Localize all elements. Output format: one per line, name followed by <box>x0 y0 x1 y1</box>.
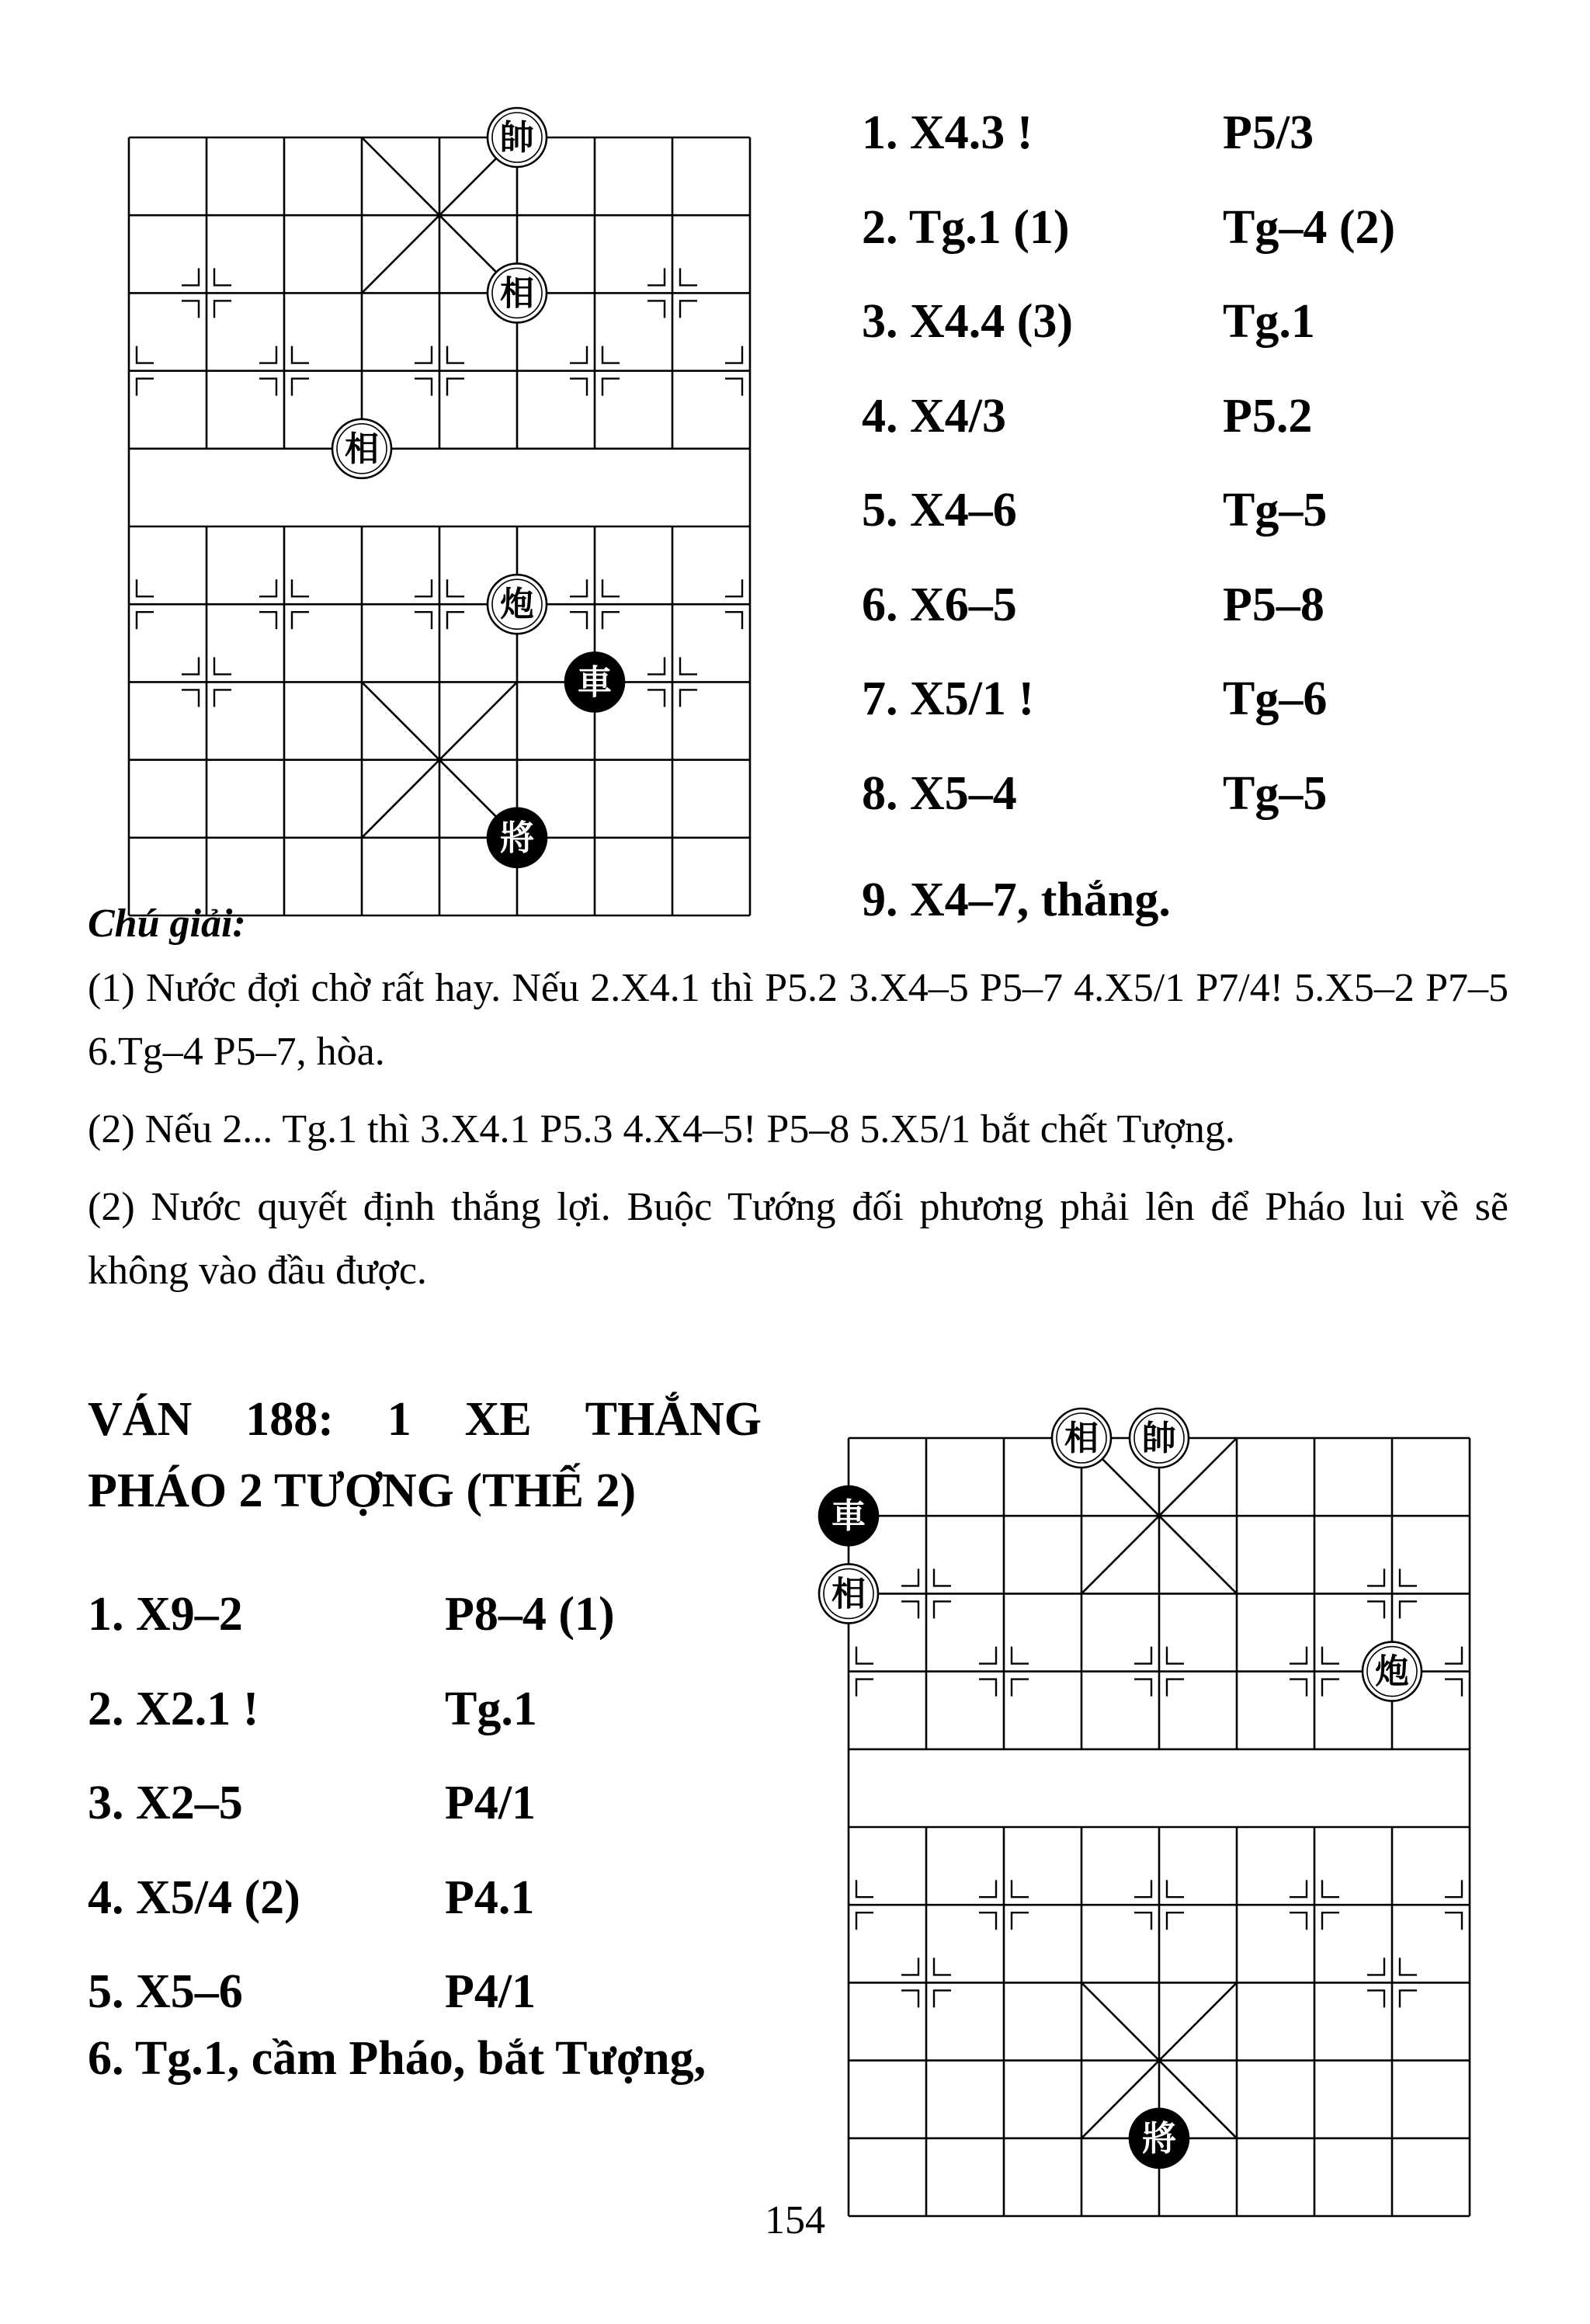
moves2-move-2-white: 2. X2.1 ! <box>88 1682 259 1735</box>
moves1-move-1-white: 1. X4.3 ! <box>862 106 1033 159</box>
position-marker <box>856 1647 873 1664</box>
final-move-1: 9. X4–7, thắng. <box>862 874 1171 926</box>
position-marker <box>1134 1680 1151 1697</box>
position-marker <box>1012 1680 1029 1697</box>
position-marker <box>979 1912 996 1930</box>
piece-glyph: 帥 <box>500 118 534 158</box>
title-word: 1 <box>387 1393 411 1446</box>
position-marker <box>1367 1958 1384 1975</box>
position-marker <box>1445 1647 1462 1664</box>
piece-glyph: 相 <box>1064 1419 1099 1458</box>
piece-glyph: 相 <box>831 1574 866 1614</box>
position-marker <box>979 1680 996 1697</box>
moves1-move-6-white: 6. X6–5 <box>862 578 1017 631</box>
title-word: 188: <box>245 1393 334 1446</box>
piece-red <box>1363 1642 1422 1701</box>
position-marker <box>1367 1601 1384 1618</box>
piece-glyph: 炮 <box>500 585 534 625</box>
piece-black <box>1130 2109 1189 2168</box>
note-2: (2) Nếu 2... Tg.1 thì 3.X4.1 P5.3 4.X4–5! P5–8 5.X5/1 bắt chết Tượng. <box>88 1107 1235 1152</box>
position-marker <box>1322 1912 1339 1930</box>
moves1-move-1-black: P5/3 <box>1223 106 1314 159</box>
position-marker <box>1167 1680 1184 1697</box>
position-marker <box>1445 1880 1462 1897</box>
position-marker <box>901 1601 918 1618</box>
moves1-move-3-black: Tg.1 <box>1223 295 1315 348</box>
piece-red <box>819 1564 878 1623</box>
moves2-move-4-black: P4.1 <box>445 1871 535 1924</box>
moves2-move-1-black: P8–4 (1) <box>445 1588 615 1641</box>
note-1: (1) Nước đợi chờ rất hay. Nếu 2.X4.1 thì P5.2 3.X4–5 P5–7 4.X5/1 P7/4! 5.X5–2 P7–5 6.Tg–4 P5–7, hòa. <box>88 966 1508 1074</box>
position-marker <box>856 1680 873 1697</box>
position-marker <box>1400 1958 1417 1975</box>
piece-glyph: 將 <box>500 818 534 858</box>
position-marker <box>1400 1990 1417 2007</box>
position-marker <box>901 1958 918 1975</box>
moves1-move-7-white: 7. X5/1 ! <box>862 672 1035 725</box>
position-marker <box>1134 1647 1151 1664</box>
position-marker <box>934 1990 951 2007</box>
piece-red <box>1052 1409 1111 1468</box>
position-marker <box>934 1601 951 1618</box>
position-marker <box>1134 1912 1151 1930</box>
moves2-move-3-white: 3. X2–5 <box>88 1777 243 1829</box>
moves1-move-4-black: P5.2 <box>1223 389 1313 443</box>
position-marker <box>1445 1912 1462 1930</box>
position-marker <box>1167 1880 1184 1897</box>
position-marker <box>1290 1647 1307 1664</box>
position-marker <box>901 1568 918 1586</box>
piece-glyph: 炮 <box>1375 1652 1409 1692</box>
final-move-2: 6. Tg.1, cầm Pháo, bắt Tượng, <box>88 2032 706 2085</box>
position-marker <box>901 1990 918 2007</box>
moves1-move-5-white: 5. X4–6 <box>862 484 1017 537</box>
position-marker <box>856 1880 873 1897</box>
position-marker <box>1400 1568 1417 1586</box>
position-marker <box>1167 1912 1184 1930</box>
piece-black <box>819 1486 878 1545</box>
position-marker <box>1290 1680 1307 1697</box>
moves1-move-7-black: Tg–6 <box>1223 672 1328 725</box>
position-marker <box>1322 1880 1339 1897</box>
position-marker <box>1167 1647 1184 1664</box>
title-word: THẮNG <box>585 1393 762 1446</box>
position-marker <box>856 1912 873 1930</box>
position-marker <box>1322 1680 1339 1697</box>
moves2-move-5-black: P4/1 <box>445 1965 536 2018</box>
piece-glyph: 相 <box>345 429 379 469</box>
piece-glyph: 車 <box>831 1496 866 1537</box>
position-marker <box>1012 1647 1029 1664</box>
position-marker <box>1012 1880 1029 1897</box>
moves2-move-5-white: 5. X5–6 <box>88 1965 243 2018</box>
position-marker <box>1400 1601 1417 1618</box>
position-marker <box>934 1958 951 1975</box>
moves1-move-5-black: Tg–5 <box>1223 484 1328 537</box>
title-line-2: PHÁO 2 TƯỢNG (THẾ 2) <box>88 1464 637 1517</box>
moves1-move-6-black: P5–8 <box>1223 578 1324 631</box>
position-marker <box>1367 1990 1384 2007</box>
position-marker <box>1134 1880 1151 1897</box>
piece-glyph: 車 <box>578 662 612 703</box>
piece-glyph: 將 <box>1142 2118 1176 2159</box>
position-marker <box>934 1568 951 1586</box>
moves1-move-8-black: Tg–5 <box>1223 766 1328 820</box>
notes-heading: Chú giải: <box>88 901 246 946</box>
position-marker <box>979 1647 996 1664</box>
moves1-move-3-white: 3. X4.4 (3) <box>862 295 1074 348</box>
note-3: (2) Nước quyết định thắng lợi. Buộc Tướng đối phương phải lên để Pháo lui về sẽ không vào đầu được. <box>88 1185 1508 1293</box>
piece-glyph: 相 <box>500 273 534 314</box>
position-marker <box>1290 1880 1307 1897</box>
moves1-move-2-white: 2. Tg.1 (1) <box>862 200 1070 254</box>
moves2-move-2-black: Tg.1 <box>445 1682 537 1735</box>
moves2-move-3-black: P4/1 <box>445 1777 536 1829</box>
piece-red <box>1130 1409 1189 1468</box>
title-word: VÁN <box>88 1393 193 1446</box>
moves1-move-4-white: 4. X4/3 <box>862 389 1006 443</box>
position-marker <box>1290 1912 1307 1930</box>
piece-glyph: 帥 <box>1142 1419 1176 1458</box>
moves2-move-4-white: 4. X5/4 (2) <box>88 1871 300 1924</box>
position-marker <box>1367 1568 1384 1586</box>
position-marker <box>1012 1912 1029 1930</box>
position-marker <box>979 1880 996 1897</box>
page-number: 154 <box>765 2198 825 2242</box>
position-marker <box>1322 1647 1339 1664</box>
moves1-move-8-white: 8. X5–4 <box>862 766 1017 820</box>
title-word: XE <box>464 1393 532 1446</box>
moves1-move-2-black: Tg–4 (2) <box>1223 200 1396 254</box>
position-marker <box>1445 1680 1462 1697</box>
moves2-move-1-white: 1. X9–2 <box>88 1588 243 1641</box>
